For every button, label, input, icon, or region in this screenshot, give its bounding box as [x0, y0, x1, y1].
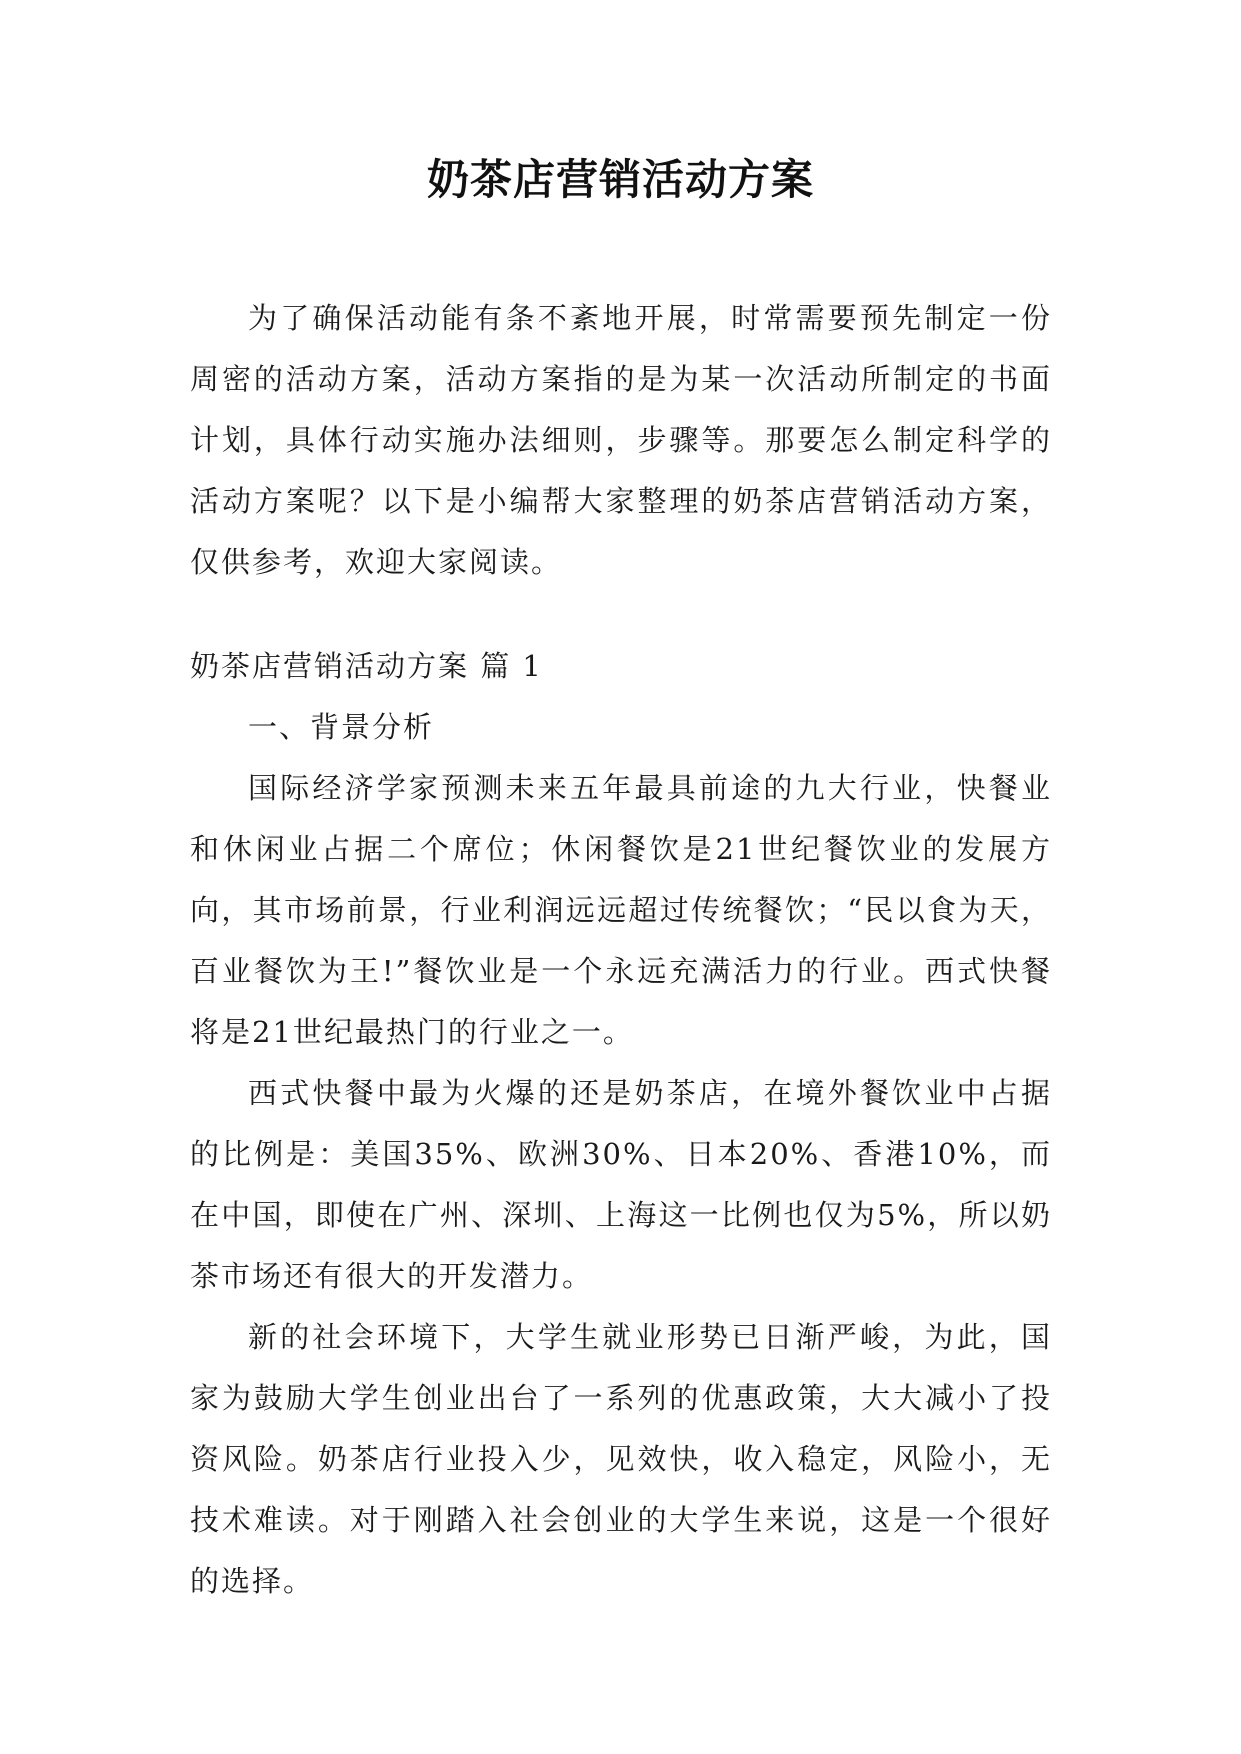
section-block [190, 636, 1052, 1612]
document-title: 奶茶店营销活动方案 [426, 155, 814, 204]
section-title: 奶茶店营销活动方案 篇 1 [190, 649, 543, 683]
subheading-background-analysis: 一、背景分析 [248, 710, 435, 744]
body-paragraph: 国际经济学家预测未来五年最具前途的九大行业，快餐业和休闲业占据二个席位；休闲餐饮是21世纪餐饮业的发展方向，其市场前景，行业利润远远超过传统餐饮；“民以食为天，百业餐饮为王!”餐饮业是一个永远充满活力的行业。西式快餐将是21世纪最热门的行业之一。 [190, 771, 1052, 1049]
body-paragraph: 西式快餐中最为火爆的还是奶茶店，在境外餐饮业中占据的比例是：美国35%、欧洲30%、日本20%、香港10%，而在中国，即使在广州、深圳、上海这一比例也仅为5%，所以奶茶市场还有很大的开发潜力。 [190, 1076, 1052, 1293]
intro-block [190, 288, 1052, 593]
body-paragraph: 新的社会环境下，大学生就业形势已日渐严峻，为此，国家为鼓励大学生创业出台了一系列的优惠政策，大大减小了投资风险。奶茶店行业投入少，见效快，收入稳定，风险小，无技术难读。对于刚踏入社会创业的大学生来说，这是一个很好的选择。 [190, 1320, 1052, 1598]
intro-paragraph: 为了确保活动能有条不紊地开展，时常需要预先制定一份周密的活动方案，活动方案指的是为某一次活动所制定的书面计划，具体行动实施办法细则，步骤等。那要怎么制定科学的活动方案呢？以下是小编帮大家整理的奶茶店营销活动方案，仅供参考，欢迎大家阅读。 [190, 301, 1052, 579]
